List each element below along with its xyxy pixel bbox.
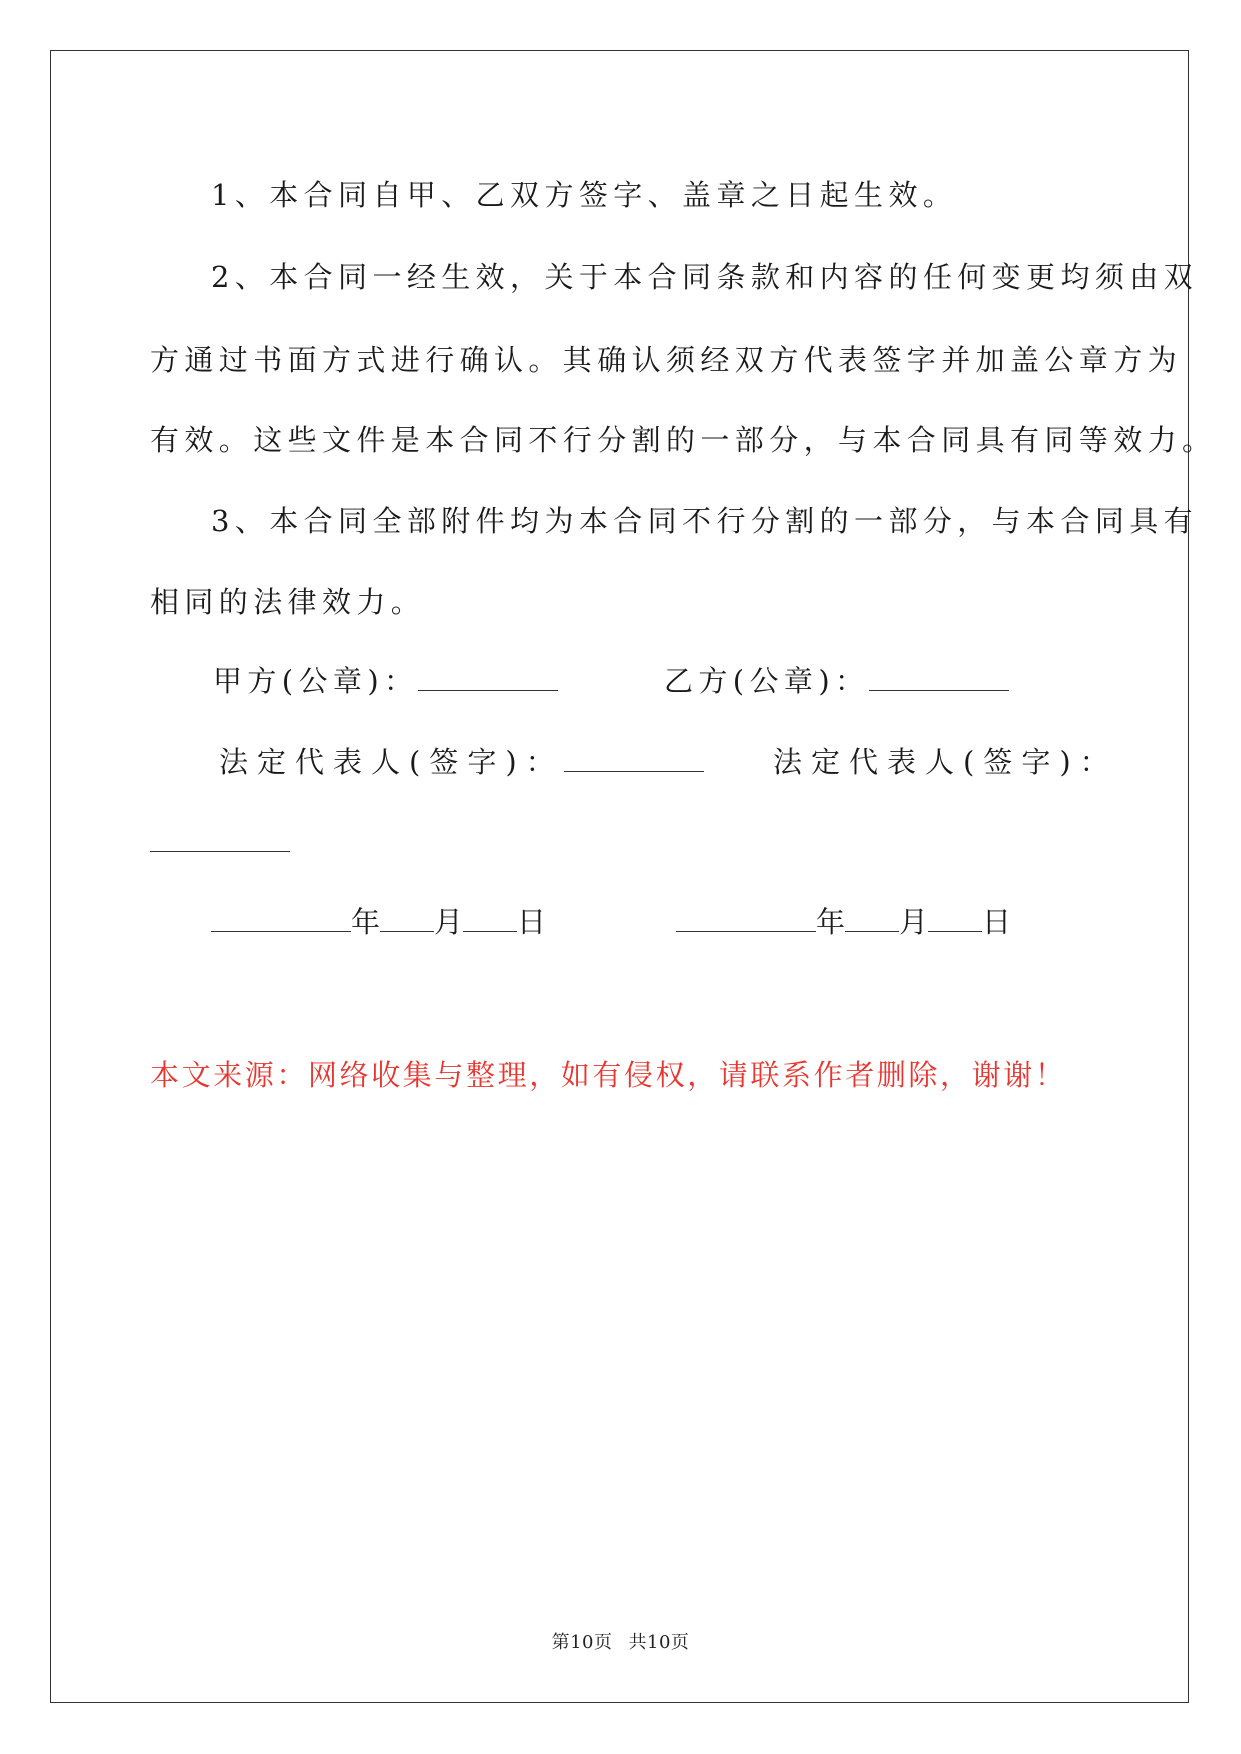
party-a-day-blank[interactable] — [463, 905, 517, 932]
clause-2-line-1: 2、本合同一经生效，关于本合同条款和内容的任何变更均须由双 — [211, 260, 1199, 294]
party-a-rep-blank[interactable] — [564, 745, 704, 772]
party-a-month-label: 月 — [434, 905, 464, 939]
party-b-year-blank[interactable] — [676, 905, 816, 932]
party-b-day-blank[interactable] — [928, 905, 982, 932]
clause-3-line-1: 3、本合同全部附件均为本合同不行分割的一部分，与本合同具有 — [211, 504, 1199, 538]
party-a-rep-label: 法定代表人(签字)： — [219, 745, 564, 779]
clause-1: 1、本合同自甲、乙双方签字、盖章之日起生效。 — [211, 178, 958, 212]
party-b-date — [676, 902, 1011, 942]
party-a-year-blank[interactable] — [211, 905, 351, 932]
page-footer — [0, 1628, 1241, 1654]
clause-3-line-2: 相同的法律效力。 — [150, 585, 426, 619]
source-note: 本文来源：网络收集与整理，如有侵权，请联系作者删除，谢谢！ — [150, 1058, 1067, 1092]
party-b-rep-field — [773, 742, 1118, 782]
party-b-rep-blank-line — [150, 822, 290, 862]
clause-2-line-2: 方通过书面方式进行确认。其确认须经双方代表签字并加盖公章方为 — [150, 343, 1183, 377]
party-a-seal-label: 甲方(公章)： — [213, 664, 419, 698]
party-b-rep-blank[interactable] — [150, 825, 290, 852]
party-a-month-blank[interactable] — [380, 905, 434, 932]
party-b-rep-label: 法定代表人(签字)： — [773, 745, 1118, 779]
party-b-seal-label: 乙方(公章)： — [664, 664, 870, 698]
current-page-label: 第10页 — [551, 1632, 613, 1653]
party-a-seal-field — [213, 661, 558, 701]
party-a-rep-field — [219, 742, 704, 782]
party-b-month-label: 月 — [899, 905, 929, 939]
party-a-year-label: 年 — [351, 905, 381, 939]
page-frame — [50, 50, 1189, 1703]
party-b-seal-blank[interactable] — [869, 664, 1009, 691]
clause-2-line-3: 有效。这些文件是本合同不行分割的一部分，与本合同具有同等效力。 — [150, 423, 1217, 457]
party-b-year-label: 年 — [816, 905, 846, 939]
party-b-day-label: 日 — [982, 905, 1012, 939]
total-pages-label: 共10页 — [628, 1632, 690, 1653]
party-b-month-blank[interactable] — [845, 905, 899, 932]
party-a-seal-blank[interactable] — [418, 664, 558, 691]
party-b-seal-field — [664, 661, 1009, 701]
party-a-day-label: 日 — [517, 905, 547, 939]
party-a-date — [211, 902, 546, 942]
